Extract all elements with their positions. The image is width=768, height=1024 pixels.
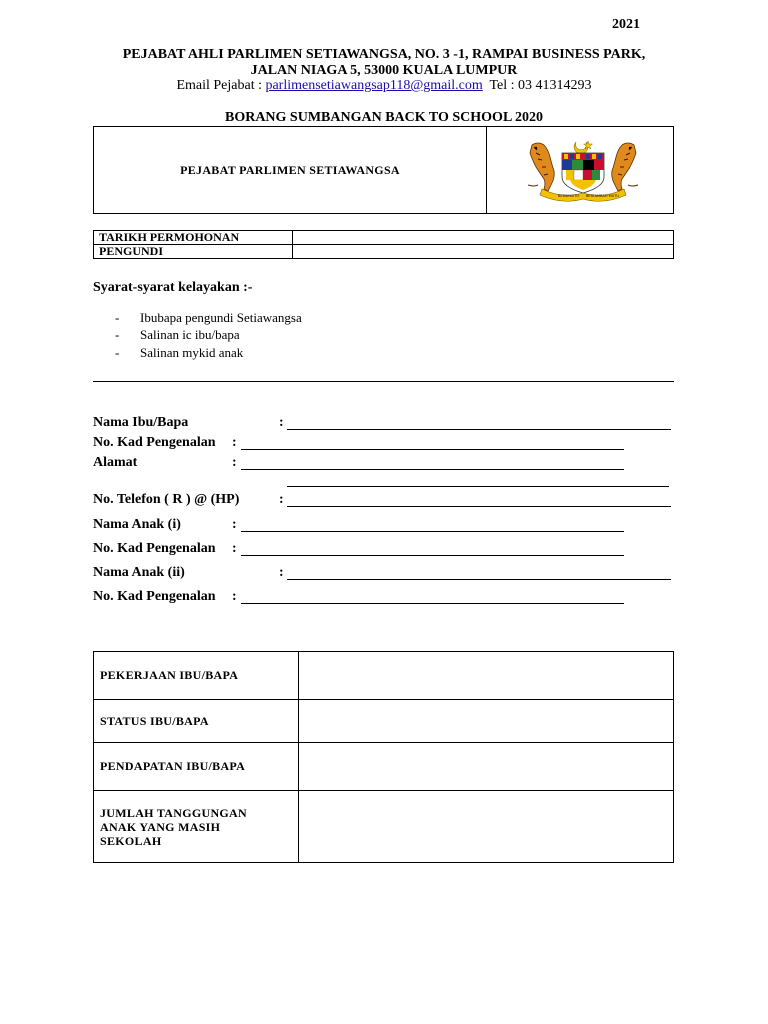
field-colon: : xyxy=(232,517,237,532)
telephone-text: Tel : 03 41314293 xyxy=(482,78,592,93)
nama-anak-2-label: Nama Anak (ii) xyxy=(93,565,185,580)
office-address-line2: JALAN NIAGA 5, 53000 KUALA LUMPUR xyxy=(250,63,518,78)
alamat-label: Alamat xyxy=(93,455,138,470)
crest-scroll-right: BERTAMBAH MUTU xyxy=(586,194,619,198)
malaysia-coat-of-arms-icon xyxy=(524,139,642,203)
crest-scroll-left: BERSEKUTU xyxy=(558,194,579,198)
jumlah-tanggungan-label: JUMLAH TANGGUNGAN ANAK YANG MASIH SEKOLAH xyxy=(94,791,299,863)
pendapatan-field[interactable] xyxy=(299,743,674,791)
alamat-input-line1[interactable] xyxy=(241,469,624,470)
pengundi-label: PENGUNDI xyxy=(94,245,293,259)
email-label: Email Pejabat : xyxy=(176,78,266,93)
office-contact-line xyxy=(0,78,768,94)
eligibility-item-3: Salinan mykid anak xyxy=(140,345,244,360)
status-field[interactable] xyxy=(299,700,674,743)
no-kad-pengenalan-label-2: No. Kad Pengenalan xyxy=(93,541,216,556)
field-colon: : xyxy=(232,455,237,470)
table-row xyxy=(94,652,674,700)
telefon-input[interactable] xyxy=(287,506,671,507)
no-kad-pengenalan-input-1[interactable] xyxy=(241,449,624,450)
no-kad-pengenalan-input-2[interactable] xyxy=(241,555,624,556)
nama-anak-2-input[interactable] xyxy=(287,579,671,580)
list-item: - Ibubapa pengundi Setiawangsa xyxy=(115,310,302,325)
table-row xyxy=(94,231,674,245)
no-kad-pengenalan-label-1: No. Kad Pengenalan xyxy=(93,435,216,450)
field-colon: : xyxy=(279,492,284,507)
eligibility-title: Syarat-syarat kelayakan :- xyxy=(93,280,253,295)
application-info-table xyxy=(93,230,674,259)
nama-ibu-bapa-input[interactable] xyxy=(287,429,671,430)
tarikh-permohonan-label: TARIKH PERMOHONAN xyxy=(94,231,293,245)
eligibility-item-1: Ibubapa pengundi Setiawangsa xyxy=(140,310,302,325)
status-label: STATUS IBU/BAPA xyxy=(94,700,299,743)
form-title: BORANG SUMBANGAN BACK TO SCHOOL 2020 xyxy=(224,110,544,125)
office-address-line1: PEJABAT AHLI PARLIMEN SETIAWANGSA, NO. 3 -1, RAMPAI BUSINESS PARK, xyxy=(122,47,646,62)
nama-anak-1-label: Nama Anak (i) xyxy=(93,517,181,532)
pekerjaan-label: PEKERJAAN IBU/BAPA xyxy=(94,652,299,700)
alamat-input-line2[interactable] xyxy=(287,486,669,487)
nama-ibu-bapa-label: Nama Ibu/Bapa xyxy=(93,415,189,430)
tarikh-permohonan-field[interactable] xyxy=(293,231,674,245)
field-colon: : xyxy=(232,435,237,450)
field-colon: : xyxy=(279,415,284,430)
parent-info-table xyxy=(93,651,674,863)
eligibility-item-2: Salinan ic ibu/bapa xyxy=(140,327,240,342)
jumlah-tanggungan-field[interactable] xyxy=(299,791,674,863)
left-tiger-icon xyxy=(528,143,554,191)
list-item: - Salinan mykid anak xyxy=(115,345,244,360)
section-divider xyxy=(93,381,674,382)
no-kad-pengenalan-label-3: No. Kad Pengenalan xyxy=(93,589,216,604)
field-colon: : xyxy=(279,565,284,580)
table-row xyxy=(94,245,674,259)
office-box-divider xyxy=(486,127,487,213)
list-item: - Salinan ic ibu/bapa xyxy=(115,327,240,342)
table-row xyxy=(94,700,674,743)
shield-icon xyxy=(562,153,604,193)
telefon-label: No. Telefon ( R ) @ (HP) xyxy=(93,492,240,507)
office-box-name: PEJABAT PARLIMEN SETIAWANGSA xyxy=(180,162,400,177)
field-colon: : xyxy=(232,589,237,604)
nama-anak-1-input[interactable] xyxy=(241,531,624,532)
email-link[interactable]: parlimensetiawangsap118@gmail.com xyxy=(265,78,483,93)
table-row xyxy=(94,743,674,791)
pendapatan-label: PENDAPATAN IBU/BAPA xyxy=(94,743,299,791)
no-kad-pengenalan-input-3[interactable] xyxy=(241,603,624,604)
office-box xyxy=(93,126,674,214)
year-label: 2021 xyxy=(612,17,640,32)
table-row xyxy=(94,791,674,863)
pekerjaan-field[interactable] xyxy=(299,652,674,700)
pengundi-field[interactable] xyxy=(293,245,674,259)
right-tiger-icon xyxy=(612,143,638,191)
field-colon: : xyxy=(232,541,237,556)
